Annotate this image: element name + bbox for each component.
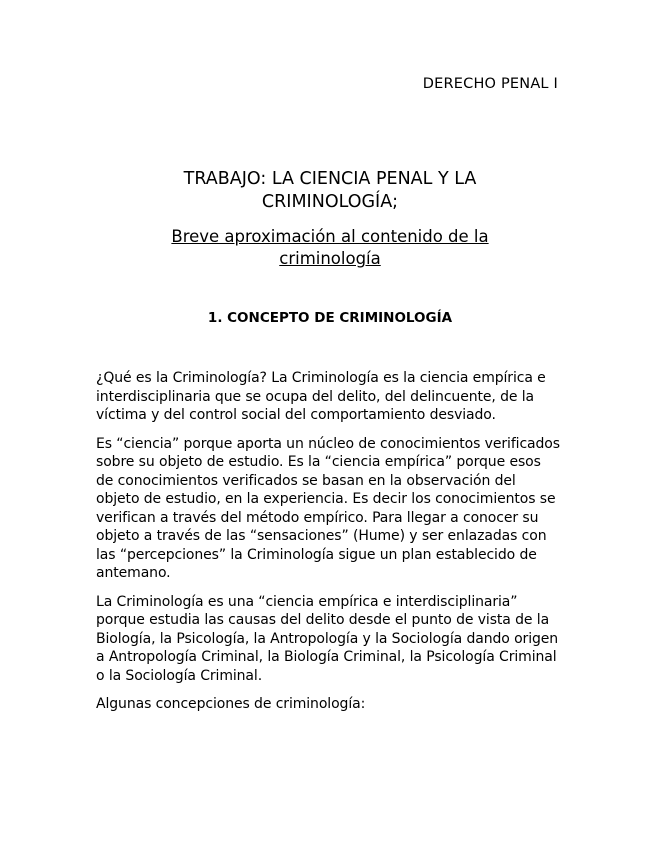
- course-header: DERECHO PENAL I: [422, 76, 558, 92]
- paragraph-concepciones: Algunas concepciones de criminología:: [96, 696, 366, 712]
- body-text: [96, 369, 562, 724]
- subtitle-line-1: Breve aproximación al contenido de la: [171, 227, 489, 246]
- title-line-2: CRIMINOLOGÍA;: [261, 192, 399, 212]
- paragraph-interdisciplinaria: La Criminología es una “ciencia empírica e interdisciplinaria” porque estudia las causas del delito desde el punto de vista de la Biología, la Psicología, la Antropología y la Sociología dando origen a Antropología Criminal, la Biología Criminal, la Psicología Criminal o la Sociología Criminal.: [96, 593, 559, 684]
- paragraph-definition: ¿Qué es la Criminología? La Criminología es la ciencia empírica e interdisciplinaria que se ocupa del delito, del delincuente, de la víctima y del control social del comportamiento desviado.: [96, 370, 546, 423]
- section-heading: 1. CONCEPTO DE CRIMINOLOGÍA: [207, 310, 453, 326]
- paragraph-ciencia: Es “ciencia” porque aporta un núcleo de conocimientos verificados sobre su objeto de estudio. Es la “ciencia empírica” porque esos de conocimientos verificados se basan en la observación del objeto de estudio, en la experiencia. Es decir los conocimientos se verifican a través del método empírico. Para llegar a conocer su objeto a través de las “sensaciones” (Hume) y ser enlazadas con las “percepciones” la Criminología sigue un plan establecido de antemano.: [96, 435, 560, 581]
- document-title: [120, 168, 540, 214]
- document-subtitle: [120, 226, 540, 270]
- subtitle-line-2: criminología: [279, 249, 381, 268]
- title-line-1: TRABAJO: LA CIENCIA PENAL Y LA: [183, 169, 477, 189]
